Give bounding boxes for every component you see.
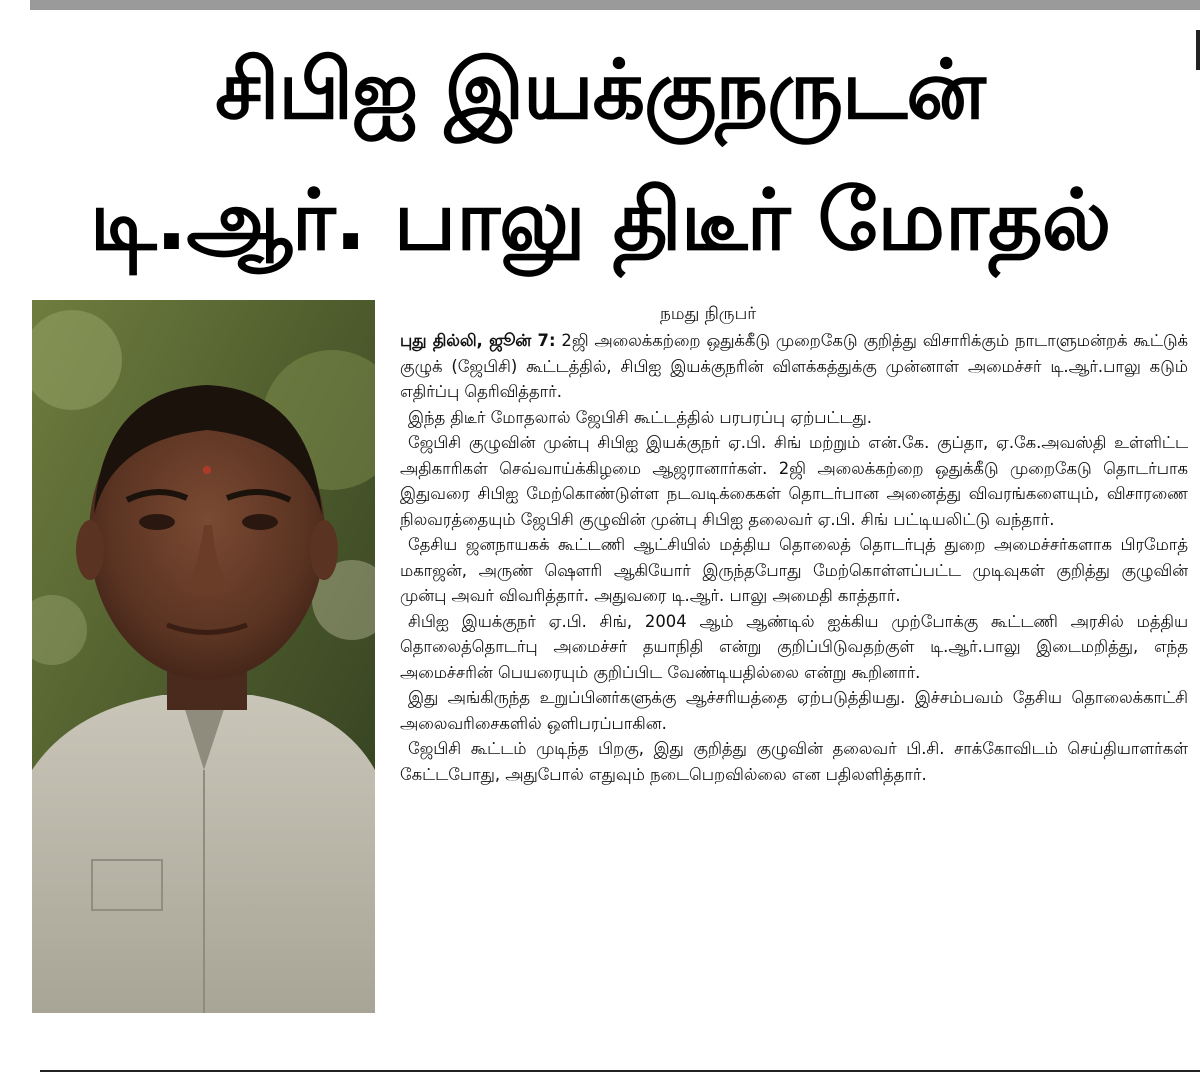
article-paragraph: ஜேபிசி குழுவின் முன்பு சிபிஐ இயக்குநர் ஏ.பி. சிங் மற்றும் என்.கே. குப்தா, ஏ.கே.அவஸ்தி உள்ளிட்ட அதிகாரிகள் செவ்வாய்க்கிழமை ஆஜரானார்கள். 2ஜி அலைக்கற்றை ஒதுக்கீடு முறைகேடு தொடர்பாக இதுவரை சிபிஐ மேற்கொண்டுள்ள நடவடிக்கைகள் தொடர்பான அனைத்து விவரங்களையும், விசாரணை நிலவரத்தையும் ஜேபிசி குழுவின் முன்பு சிபிஐ தலைவர் ஏ.பி. சிங் பட்டியலிட்டு வந்தார். bbox=[400, 433, 1188, 529]
portrait-photo bbox=[32, 300, 375, 1013]
article-paragraph: சிபிஐ இயக்குநர் ஏ.பி. சிங், 2004 ஆம் ஆண்டில் ஐக்கிய முற்போக்கு கூட்டணி அரசில் மத்திய தொலைத்தொடர்பு அமைச்சர் தயாநிதி என்று குறிப்பிடுவதற்குள் டி.ஆர்.பாலு இடைமறித்து, எந்த அமைச்சரின் பெயரையும் குறிப்பிட வேண்டியதில்லை என்று கூறினார். bbox=[400, 611, 1188, 682]
dateline: புது தில்லி, ஜூன் 7: bbox=[400, 331, 556, 350]
article-paragraph: தேசிய ஜனநாயகக் கூட்டணி ஆட்சியில் மத்திய தொலைத் தொடர்புத் துறை அமைச்சர்களாக பிரமோத் மகாஜன், அருண் ஷௌரி ஆகியோர் இருந்தபோது மேற்கொள்ளப்பட்ட முடிவுகள் குறித்து குழுவின் முன்பு அவர் விவரித்தார். அதுவரை டி.ஆர். பாலு அமைதி காத்தார். bbox=[400, 535, 1188, 605]
corner-mark bbox=[1196, 30, 1200, 70]
bottom-rule bbox=[40, 1070, 1200, 1072]
top-rule bbox=[30, 0, 1200, 10]
headline-line-1: சிபிஐ இயக்குநருடன் bbox=[215, 43, 985, 138]
article-body bbox=[400, 328, 1188, 1018]
article-paragraph: இந்த திடீர் மோதலால் ஜேபிசி கூட்டத்தில் பரபரப்பு ஏற்பட்டது. bbox=[408, 407, 872, 427]
byline: நமது நிருபர் bbox=[660, 304, 757, 324]
headline-line-2: டி.ஆர். பாலு திடீர் மோதல் bbox=[89, 171, 1111, 269]
article-paragraph: இது அங்கிருந்த உறுப்பினர்களுக்கு ஆச்சரியத்தை ஏற்படுத்தியது. இச்சம்பவம் தேசிய தொலைக்காட்சி அலைவரிசைகளில் ஒளிபரப்பாகின. bbox=[400, 688, 1188, 733]
article-paragraph-text: 2ஜி அலைக்கற்றை ஒதுக்கீடு முறைகேடு குறித்து விசாரிக்கும் நாடாளுமன்றக் கூட்டுக் குழுக் (ஜேபிசி) கூட்டத்தில், சிபிஐ இயக்குநரின் விளக்கத்துக்கு முன்னாள் அமைச்சர் டி.ஆர்.பாலு கடும் எதிர்ப்பு தெரிவித்தார். bbox=[400, 331, 1188, 401]
article-paragraph bbox=[400, 328, 1188, 405]
article-paragraph: ஜேபிசி கூட்டம் முடிந்த பிறகு, இது குறித்து குழுவின் தலைவர் பி.சி. சாக்கோவிடம் செய்தியாளர்கள் கேட்டபோது, அதுபோல் எதுவும் நடைபெறவில்லை என பதிலளித்தார். bbox=[400, 739, 1188, 784]
